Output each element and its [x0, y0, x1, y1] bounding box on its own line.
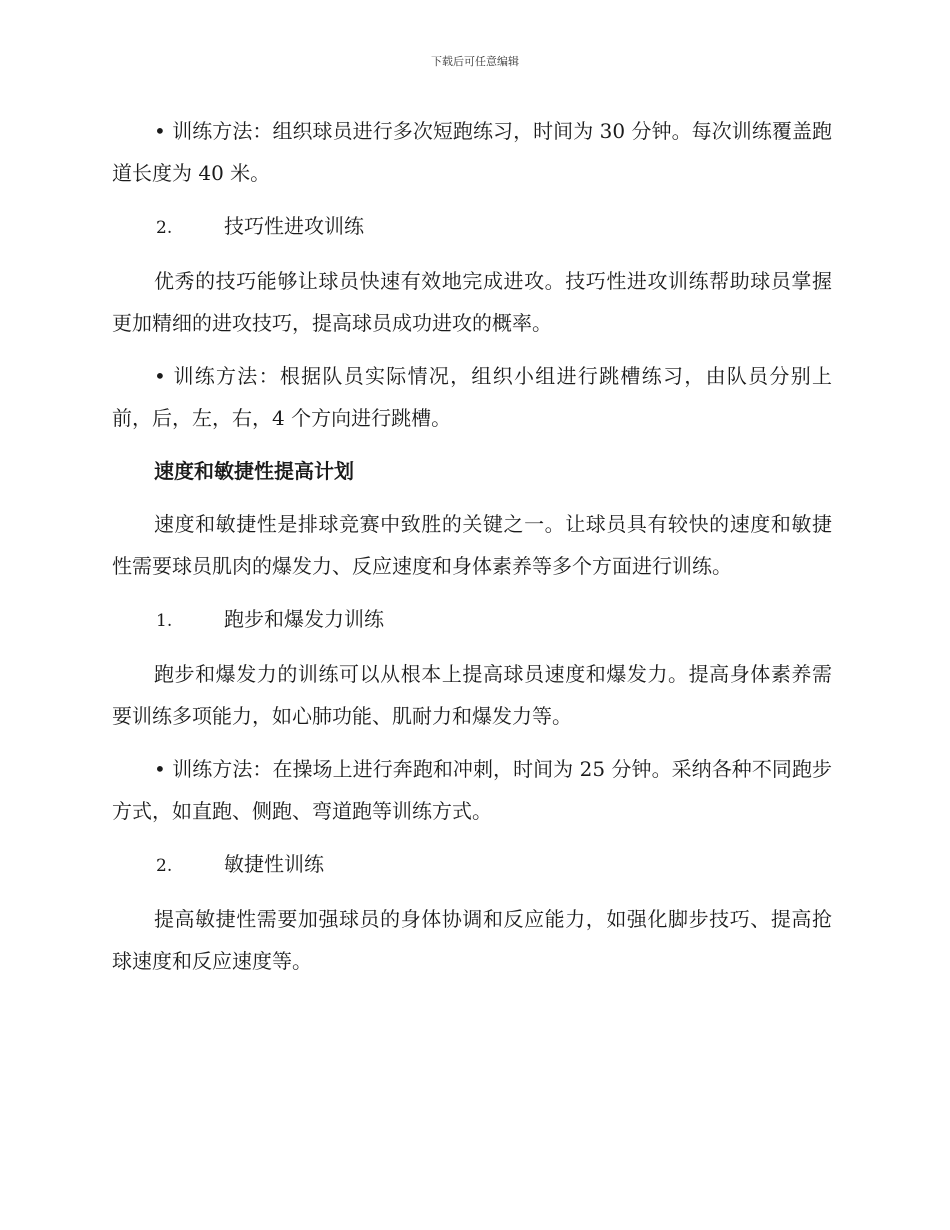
- list-item-title: 敏捷性训练: [224, 852, 324, 876]
- paragraph-running-power: 跑步和爆发力的训练可以从根本上提高球员速度和爆发力。提高身体素养需要训练多项能力，如心肺功能、肌耐力和爆发力等。: [112, 662, 832, 728]
- list-number: 2.: [156, 856, 173, 876]
- training-method-jump: • 训练方法：根据队员实际情况，组织小组进行跳槽练习，由队员分别上前，后，左，右，4 个方向进行跳槽。: [112, 364, 832, 430]
- training-method-sprint: • 训练方法：组织球员进行多次短跑练习，时间为 30 分钟。每次训练覆盖跑道长度为 40 米。: [112, 119, 832, 185]
- numbered-item-skill-attack: [112, 205, 832, 249]
- paragraph-speed-agility-intro: 速度和敏捷性是排球竞赛中致胜的关键之一。让球员具有较快的速度和敏捷性需要球员肌肉的爆发力、反应速度和身体素养等多个方面进行训练。: [112, 512, 832, 578]
- section-heading-speed-agility: 速度和敏捷性提高计划: [154, 459, 354, 483]
- paragraph-agility: 提高敏捷性需要加强球员的身体协调和反应能力，如强化脚步技巧、提高抢球速度和反应速度等。: [112, 907, 832, 973]
- paragraph-skill-attack: 优秀的技巧能够让球员快速有效地完成进攻。技巧性进攻训练帮助球员掌握更加精细的进攻技巧，提高球员成功进攻的概率。: [112, 269, 832, 335]
- list-item-title: 技巧性进攻训练: [224, 214, 364, 238]
- training-method-running: • 训练方法：在操场上进行奔跑和冲刺，时间为 25 分钟。采纳各种不同跑步方式，如直跑、侧跑、弯道跑等训练方式。: [112, 757, 832, 823]
- document-body: [112, 110, 832, 982]
- list-number: 1.: [156, 611, 173, 631]
- numbered-item-running-power: [112, 598, 832, 642]
- numbered-item-agility: [112, 843, 832, 887]
- list-item-title: 跑步和爆发力训练: [224, 607, 384, 631]
- list-number: 2.: [156, 218, 173, 238]
- page-header: 下载后可任意编辑: [431, 55, 519, 68]
